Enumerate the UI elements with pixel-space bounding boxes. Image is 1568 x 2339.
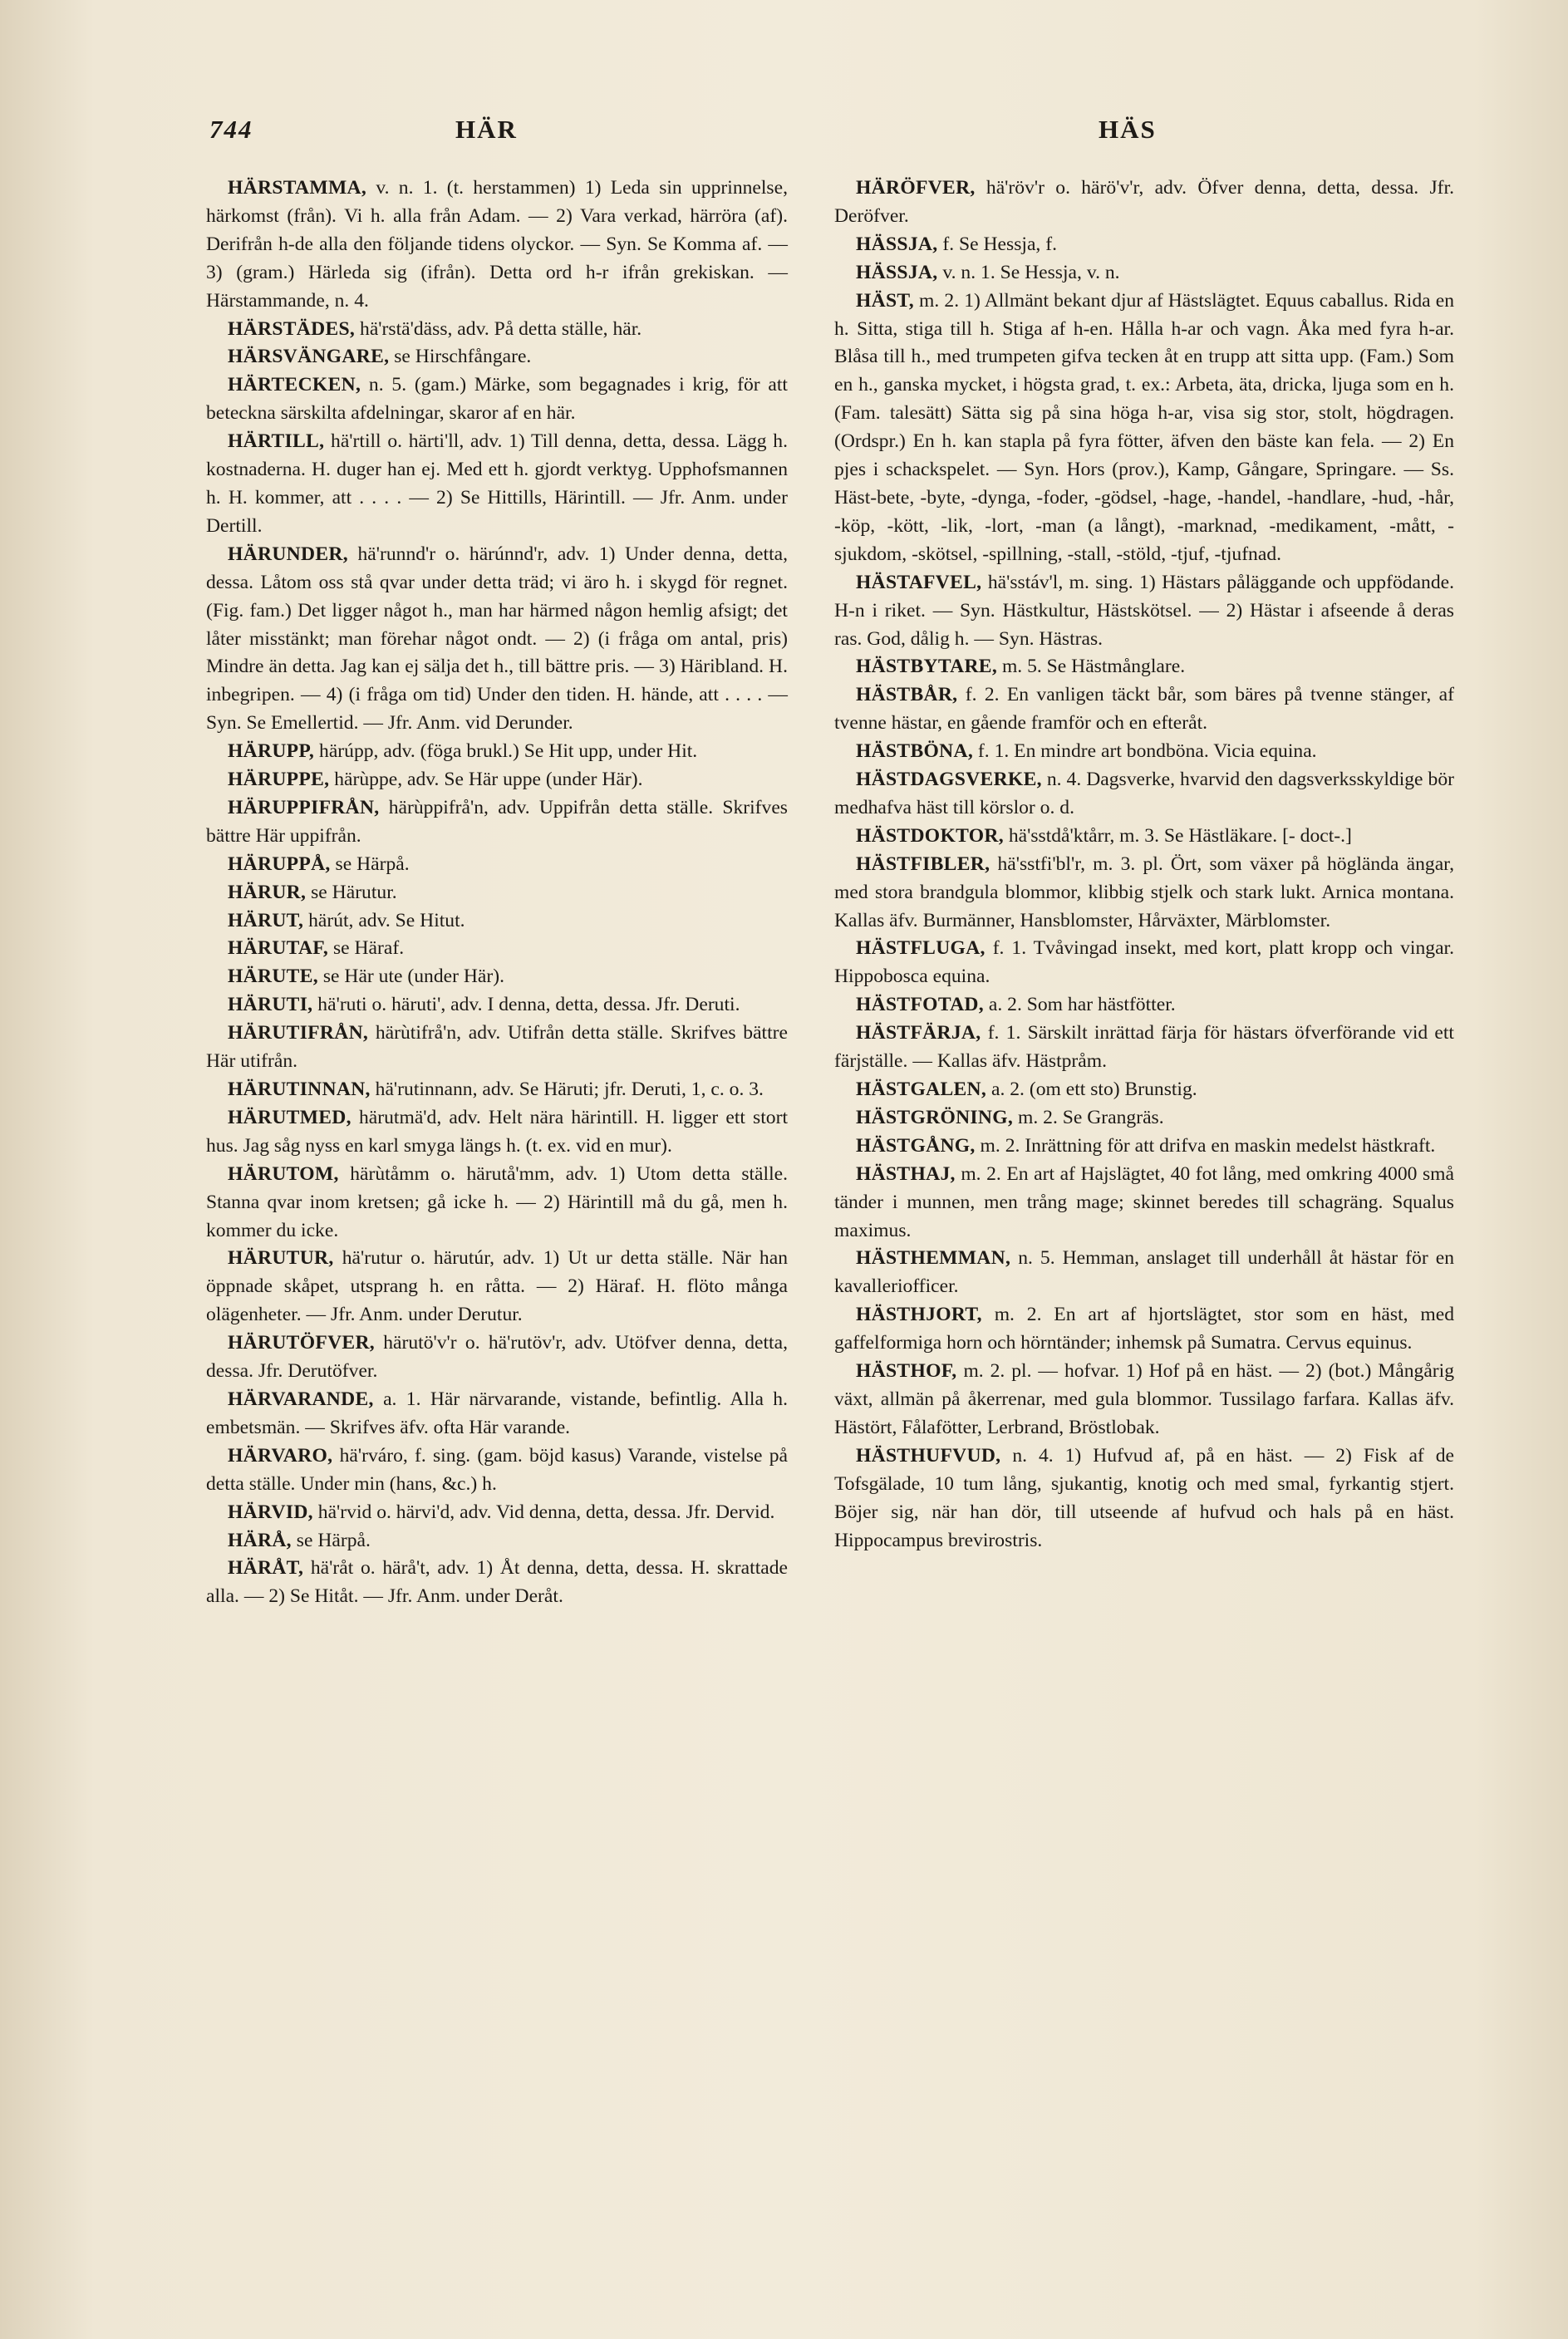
entry-headword: HÄRUTUR, — [228, 1247, 334, 1270]
entry-headword: HÄSTBYTARE, — [856, 656, 998, 678]
entry-headword: HÄRVARANDE, — [228, 1388, 374, 1410]
dictionary-entry — [206, 1161, 788, 1246]
left-column — [206, 174, 788, 1611]
dictionary-entry — [206, 1555, 788, 1611]
entry-definition: n. 4. 1) Hufvud af, på en häst. — 2) Fisk af de Tofsgälade, 10 tum lång, sjukantig, knotig och med smal, fyrkantig stjert. Böjer sig, när han dör, till utseende af hufvud och hals på en häst. Hippocampus brevirostris. — [834, 1444, 1454, 1551]
entry-definition: n. 5. Hemman, anslaget till underhåll åt hästar för en kavalleriofficer. — [834, 1247, 1454, 1298]
entry-headword: HÄSTFIBLER, — [856, 853, 990, 875]
entry-definition: m. 2. En art af hjortslägtet, stor som en häst, med gaffelformiga horn och hörntänder; inhemsk på Sumatra. Cervus equinus. — [834, 1304, 1454, 1354]
entry-headword: HÄSTHUFVUD, — [856, 1444, 1001, 1467]
dictionary-entry — [834, 851, 1454, 936]
entry-definition: se Här ute (under Här). — [322, 966, 504, 988]
entry-headword: HÄSSJA, — [856, 233, 938, 255]
entry-headword: HÄRVID, — [228, 1501, 313, 1523]
dictionary-entry — [206, 851, 788, 879]
entry-headword: HÄSTHEMMAN, — [856, 1247, 1011, 1270]
entry-headword: HÄRUR, — [228, 881, 307, 903]
entry-headword: HÄRÅ, — [228, 1529, 292, 1551]
entry-definition: hä'rvid o. härvi'd, adv. Vid denna, detta, dessa. Jfr. Dervid. — [317, 1501, 775, 1523]
dictionary-entry — [206, 991, 788, 1020]
entry-headword: HÄSTAFVEL, — [856, 571, 982, 593]
entry-headword: HÄSTHAJ, — [856, 1162, 956, 1185]
dictionary-entry — [206, 1442, 788, 1499]
entry-definition: hä'rváro, f. sing. (gam. böjd kasus) Varande, vistelse på detta ställe. Under min (hans, &c.) h. — [206, 1444, 788, 1495]
dictionary-entry — [206, 1329, 788, 1386]
entry-headword: HÄRTILL, — [228, 430, 325, 453]
dictionary-entry — [834, 174, 1454, 231]
entry-definition: v. n. 1. Se Hessja, v. n. — [942, 261, 1120, 283]
dictionary-entry — [834, 1161, 1454, 1246]
dictionary-entry — [834, 991, 1454, 1020]
dictionary-entry — [834, 1104, 1454, 1133]
entry-headword: HÄRUPP, — [228, 740, 315, 763]
dictionary-entry — [206, 1076, 788, 1104]
entry-definition: se Härpå. — [296, 1529, 371, 1551]
dictionary-entry — [834, 1245, 1454, 1301]
dictionary-entry — [206, 907, 788, 936]
dictionary-entry — [206, 174, 788, 316]
entry-headword: HÄRUTINNAN, — [228, 1079, 371, 1100]
entry-headword: HÄRUPPIFRÅN, — [228, 796, 380, 818]
dictionary-entry — [206, 766, 788, 794]
entry-headword: HÄRUPPÅ, — [228, 853, 331, 875]
entry-definition: m. 2. Se Grangräs. — [1018, 1106, 1164, 1128]
entry-definition: a. 1. Här närvarande, vistande, befintlig. Alla h. embetsmän. — Skrifves äfv. ofta Här varande. — [206, 1388, 788, 1438]
entry-definition: härùppifrå'n, adv. Uppifrån detta ställe. Skrifves bättre Här uppifrån. — [206, 796, 788, 847]
dictionary-entry — [834, 681, 1454, 738]
entry-headword: HÄSTFOTAD, — [856, 994, 984, 1016]
dictionary-entry — [206, 428, 788, 541]
dictionary-entry — [206, 541, 788, 738]
entry-headword: HÄRUTIFRÅN, — [228, 1022, 369, 1044]
dictionary-entry — [834, 231, 1454, 259]
entry-headword: HÄRUPPE, — [228, 769, 330, 791]
dictionary-entry — [206, 343, 788, 371]
entry-headword: HÄSSJA, — [856, 261, 938, 283]
dictionary-entry — [206, 316, 788, 344]
dictionary-entry — [834, 1358, 1454, 1442]
dictionary-entry — [834, 1020, 1454, 1076]
dictionary-entry — [834, 1301, 1454, 1358]
dictionary-entry — [834, 738, 1454, 766]
entry-headword: HÄSTGALEN, — [856, 1079, 987, 1100]
dictionary-entry — [834, 1442, 1454, 1555]
dictionary-entry — [206, 1020, 788, 1076]
entry-headword: HÄRUNDER, — [228, 543, 348, 565]
entry-headword: HÄST, — [856, 289, 914, 312]
entry-headword: HÄSTGÅNG, — [856, 1134, 976, 1157]
entry-headword: HÄRUTÖFVER, — [228, 1332, 375, 1354]
entry-definition: se Härpå. — [335, 853, 410, 875]
page-number: 744 — [209, 115, 253, 144]
entry-headword: HÄRÖFVER, — [856, 177, 976, 199]
dictionary-entry — [834, 569, 1454, 654]
dictionary-entry — [834, 766, 1454, 823]
entry-headword: HÄRUTAF, — [228, 937, 329, 960]
dictionary-entry — [206, 371, 788, 428]
entry-headword: HÄSTDAGSVERKE, — [856, 769, 1042, 791]
entry-headword: HÄRSTAMMA, — [228, 177, 367, 199]
entry-headword: HÄRTECKEN, — [228, 374, 361, 396]
entry-definition: m. 2. En art af Hajslägtet, 40 fot lång, med omkring 4000 små tänder i munnen, men trång mage; skinnet beredes till schagräng. Squalus maximus. — [834, 1162, 1454, 1241]
entry-headword: HÄSTBÖNA, — [856, 740, 974, 763]
dictionary-entry — [834, 653, 1454, 681]
dictionary-entry — [834, 935, 1454, 991]
entry-definition: f. Se Hessja, f. — [942, 233, 1057, 255]
entry-definition: m. 2. Inrättning för att drifva en maskin medelst hästkraft. — [980, 1134, 1436, 1157]
dictionary-entry — [206, 1386, 788, 1442]
entry-definition: f. 2. En vanligen täckt bår, som bäres på tvenne stänger, af tvenne hästar, en gående framför och en efteråt. — [834, 684, 1454, 735]
dictionary-entry — [206, 963, 788, 991]
dictionary-entry — [834, 823, 1454, 851]
entry-definition: se Härutur. — [311, 881, 397, 903]
entry-headword: HÄRSTÄDES, — [228, 317, 356, 340]
entry-headword: HÄRÅT, — [228, 1557, 304, 1580]
dictionary-entry — [206, 794, 788, 851]
dictionary-entry — [206, 1245, 788, 1329]
entry-headword: HÄRUTOM, — [228, 1162, 339, 1185]
entry-definition: n. 4. Dagsverke, hvarvid den dagsverksskyldige bör medhafva häst till körslor o. d. — [834, 769, 1454, 818]
entry-definition: hä'sstdå'ktårr, m. 3. Se Hästläkare. [- doct-.] — [1008, 824, 1352, 847]
dictionary-entry — [834, 1133, 1454, 1161]
entry-definition: härúpp, adv. (föga brukl.) Se Hit upp, under Hit. — [319, 740, 698, 763]
dictionary-entry — [206, 1527, 788, 1555]
entry-definition: härutö'v'r o. hä'rutöv'r, adv. Utöfver denna, detta, dessa. Jfr. Derutöfver. — [206, 1332, 788, 1383]
dictionary-entry — [206, 935, 788, 963]
entry-headword: HÄSTGRÖNING, — [856, 1106, 1014, 1128]
entry-definition: f. 1. Särskilt inrättad färja för hästars öfverförande vid ett färjställe. — Kallas äfv. Hästpråm. — [834, 1022, 1454, 1073]
entry-definition: f. 1. En mindre art bondböna. Vicia equina. — [977, 740, 1317, 763]
entry-definition: härùtifrå'n, adv. Utifrån detta ställe. Skrifves bättre Här utifrån. — [206, 1022, 788, 1073]
entry-headword: HÄRUT, — [228, 909, 304, 931]
entry-definition: m. 5. Se Hästmånglare. — [1001, 656, 1186, 678]
entry-definition: härutmä'd, adv. Helt nära härintill. H. ligger ett stort hus. Jag såg nyss en karl smyga längs h. (t. ex. vid en mur). — [206, 1106, 788, 1157]
entry-definition: n. 5. (gam.) Märke, som begagnades i krig, för att beteckna särskilta afdelningar, skaror af en här. — [206, 374, 788, 425]
entry-headword: HÄSTFLUGA, — [856, 937, 986, 960]
running-header — [0, 106, 1568, 148]
entry-definition: a. 2. (om ett sto) Brunstig. — [990, 1079, 1197, 1100]
entry-definition: hä'rstä'däss, adv. På detta ställe, här. — [360, 317, 642, 340]
dictionary-entry — [206, 738, 788, 766]
entry-definition: hä'ruti o. häruti', adv. I denna, detta, dessa. Jfr. Deruti. — [317, 994, 740, 1016]
entry-headword: HÄSTHOF, — [856, 1360, 957, 1383]
entry-headword: HÄRVARO, — [228, 1444, 333, 1467]
entry-headword: HÄSTHJORT, — [856, 1304, 982, 1326]
dictionary-entry — [206, 1104, 788, 1161]
entry-definition: hä'sstáv'l, m. sing. 1) Hästars påläggande och uppfödande. H-n i riket. — Syn. Hästkultur, Hästskötsel. — 2) Hästar i afseende å deras ras. God, dålig h. — Syn. Hästras. — [834, 571, 1454, 650]
dictionary-entry — [834, 1076, 1454, 1104]
dictionary-entry — [834, 259, 1454, 287]
guide-word-right: HÄS — [1099, 115, 1157, 144]
entry-definition: härùppe, adv. Se Här uppe (under Här). — [334, 769, 643, 791]
entry-definition: härút, adv. Se Hitut. — [308, 909, 465, 931]
entry-definition: hä'rutur o. härutúr, adv. 1) Ut ur detta ställe. När han öppnade skåpet, utsprang h. en råtta. — 2) Häraf. H. flöto många olägenheter. — Jfr. Anm. under Derutur. — [206, 1247, 788, 1326]
entry-headword: HÄRSVÄNGARE, — [228, 346, 390, 368]
entry-headword: HÄRUTE, — [228, 966, 318, 988]
right-column — [834, 174, 1454, 1555]
dictionary-entry — [206, 1499, 788, 1527]
entry-definition: hä'sstfi'bl'r, m. 3. pl. Ört, som växer på höglända ängar, med stora brandgula blommor, klibbig stjelk och stark lukt. Arnica montana. Kallas äfv. Burmänner, Hansblomster, Hårväxter, Märblomster. — [834, 853, 1454, 931]
entry-definition: m. 2. pl. — hofvar. 1) Hof på en häst. — 2) (bot.) Mångårig växt, allmän på åkerrenar, med gula blommor. Tussilago farfara. Kallas äfv. Hästört, Fålafötter, Lerbrand, Bröstlobak. — [834, 1360, 1454, 1438]
entry-headword: HÄSTBÅR, — [856, 684, 958, 706]
entry-headword: HÄRUTI, — [228, 994, 313, 1016]
entry-definition: f. 1. Tvåvingad insekt, med kort, platt kropp och vingar. Hippobosca equina. — [834, 937, 1454, 988]
entry-definition: se Hirschfångare. — [394, 346, 532, 368]
entry-definition: hä'rutinnann, adv. Se Häruti; jfr. Deruti, 1, c. o. 3. — [375, 1079, 764, 1100]
entry-definition: m. 2. 1) Allmänt bekant djur af Hästslägtet. Equus caballus. Rida en h. Sitta, stiga till h. Stiga af h-en. Hålla h-ar och vagn. Åka med fyra h-ar. Blåsa till h., med trumpeten gifva tecken åt en trupp att sitta upp. (Fam.) Som en h., ganska mycket, i högsta grad, t. ex.: Arbeta, äta, dricka, ljuga som en h. (Fam. talesätt) Sätta sig på sina höga h-ar, visa sig stor, stolt, högdragen. (Ordspr.) En h. kan stapla på fyra fötter, äfven den bäste kan fela. — 2) En pjes i schackspelet. — Syn. Hors (prov.), Kamp, Gångare, Springare. — Ss. Häst-bete, -byte, -dynga, -foder, -gödsel, -hage, -handel, -handlare, -hud, -hår, -köp, -kött, -lik, -lort, -man (a långt), -marknad, -medikament, -mått, -sjukdom, -skötsel, -spillning, -stall, -stöld, -tjuf, -tjufnad. — [834, 289, 1454, 565]
dictionary-entry — [834, 287, 1454, 569]
entry-definition: hä'runnd'r o. härúnnd'r, adv. 1) Under denna, detta, dessa. Låtom oss stå qvar under detta träd; vi äro h. i skygd för regnet. (Fig. fam.) Det ligger något h., man har härmed någon hemlig afsigt; det låter misstänkt; man förehar något ondt. — 2) (i fråga om antal, pris) Mindre än detta. Jag kan ej sälja det h., till bättre pris. — 3) Häribland. H. inbegripen. — 4) (i fråga om tid) Under den tiden. H. hände, att . . . . — Syn. Se Emellertid. — Jfr. Anm. vid Derunder. — [206, 543, 789, 735]
entry-definition: härùtåmm o. härutå'mm, adv. 1) Utom detta ställe. Stanna qvar inom kretsen; gå icke h. — 2) Härintill må du gå, men h. kommer du icke. — [206, 1162, 789, 1241]
entry-definition: a. 2. Som har hästfötter. — [988, 994, 1176, 1016]
entry-definition: se Häraf. — [332, 937, 405, 960]
entry-headword: HÄSTFÄRJA, — [856, 1022, 981, 1044]
entry-definition: hä'röv'r o. härö'v'r, adv. Öfver denna, detta, dessa. Jfr. Deröfver. — [834, 177, 1454, 227]
entry-definition: hä'råt o. härå't, adv. 1) Åt denna, detta, dessa. H. skrattade alla. — 2) Se Hitåt. — Jfr. Anm. under Deråt. — [206, 1557, 788, 1608]
dictionary-entry — [206, 879, 788, 907]
guide-word-left: HÄR — [455, 115, 518, 144]
entry-headword: HÄRUTMED, — [228, 1106, 351, 1128]
entry-definition: hä'rtill o. härti'll, adv. 1) Till denna, detta, dessa. Lägg h. kostnaderna. H. duger han ej. Med ett h. gjordt verktyg. Upphofsmannen h. H. kommer, att . . . . — 2) Se Hittills, Härintill. — Jfr. Anm. under Dertill. — [206, 430, 788, 537]
entry-definition: v. n. 1. (t. herstammen) 1) Leda sin upprinnelse, härkomst (från). Vi h. alla från Adam. — 2) Vara verkad, härröra (af). Derifrån h-de alla den följande tidens olyckor. — Syn. Se Komma af. — 3) (gram.) Härleda sig (ifrån). Detta ord h-r ifrån grekiskan. — Härstammande, n. 4. — [206, 177, 788, 312]
entry-headword: HÄSTDOKTOR, — [856, 824, 1004, 847]
